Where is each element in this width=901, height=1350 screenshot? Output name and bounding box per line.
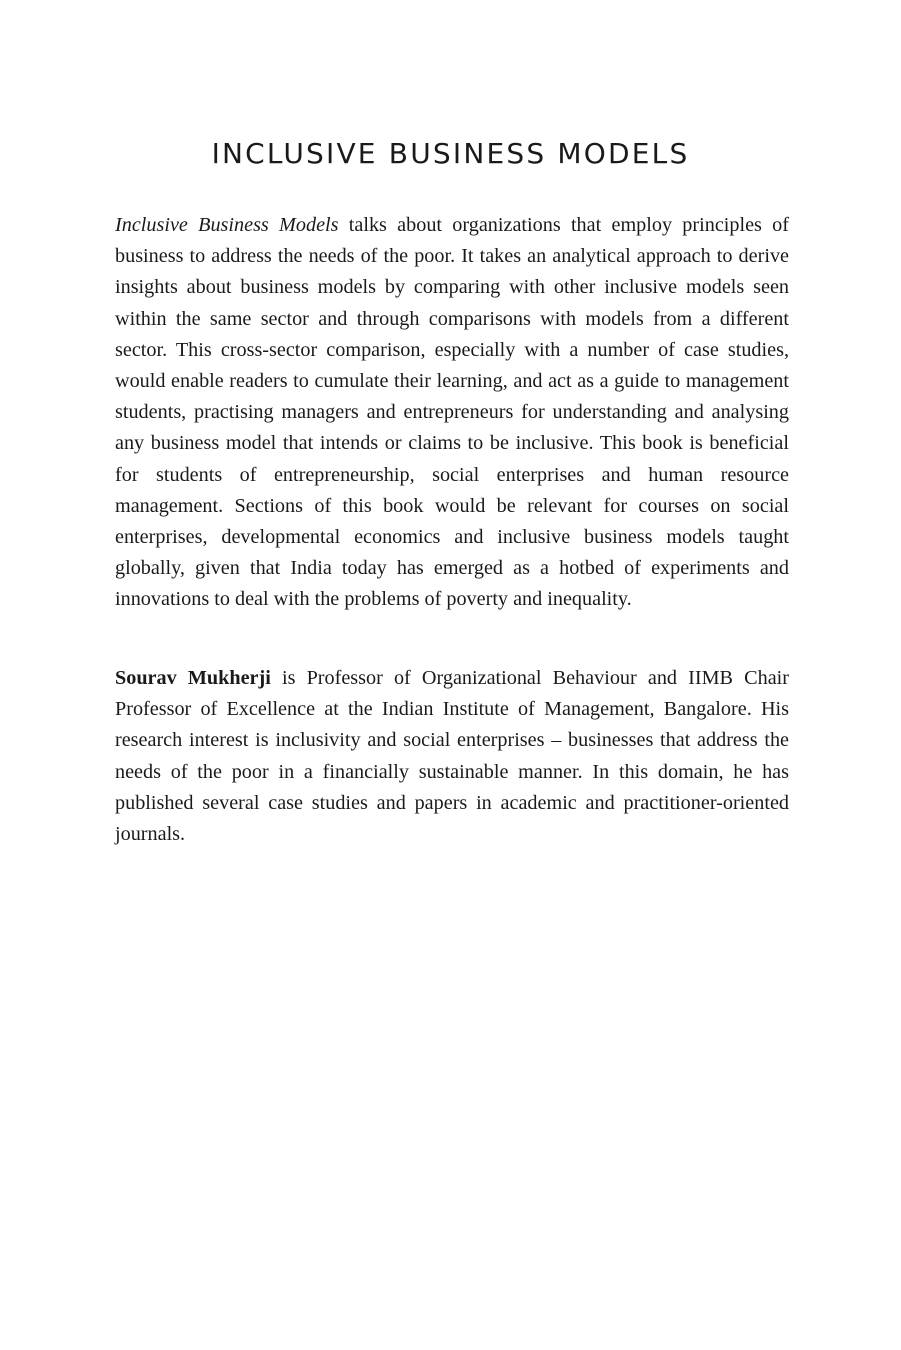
book-description-text: talks about organizations that employ principles of business to address the needs of the poor. It takes an analytical approach to derive insights about business models by comparing with other inclusive models seen within the same sector and through comparisons with models from a different sector. This cross-sector comparison, especially with a number of case studies, would enable readers to cumulate their learning, and act as a guide to management students, practising managers and entrepreneurs for understanding and analysing any business model that intends or claims to be inclusive. This book is beneficial for students of entrepreneurship, social enterprises and human resource management. Sections of this book would be relevant for courses on social enterprises, developmental economics and inclusive business models taught globally, given that India today has emerged as a hotbed of experiments and innovations to deal with the problems of poverty and inequality. xyxy=(115,214,789,611)
book-title: Inclusive Business Models xyxy=(115,214,339,236)
author-name: Sourav Mukherji xyxy=(115,667,271,689)
book-description xyxy=(115,210,789,616)
page-title: INCLUSIVE BUSINESS MODELS xyxy=(211,137,690,170)
author-bio-text: is Professor of Organizational Behaviour and IIMB Chair Professor of Excellence at the Indian Institute of Management, Bangalore. His research interest is inclusivity and social enterprises – businesses that address the needs of the poor in a financially sustainable manner. In this domain, he has published several case studies and papers in academic and practitioner-oriented journals. xyxy=(115,667,789,846)
author-bio xyxy=(115,663,789,850)
